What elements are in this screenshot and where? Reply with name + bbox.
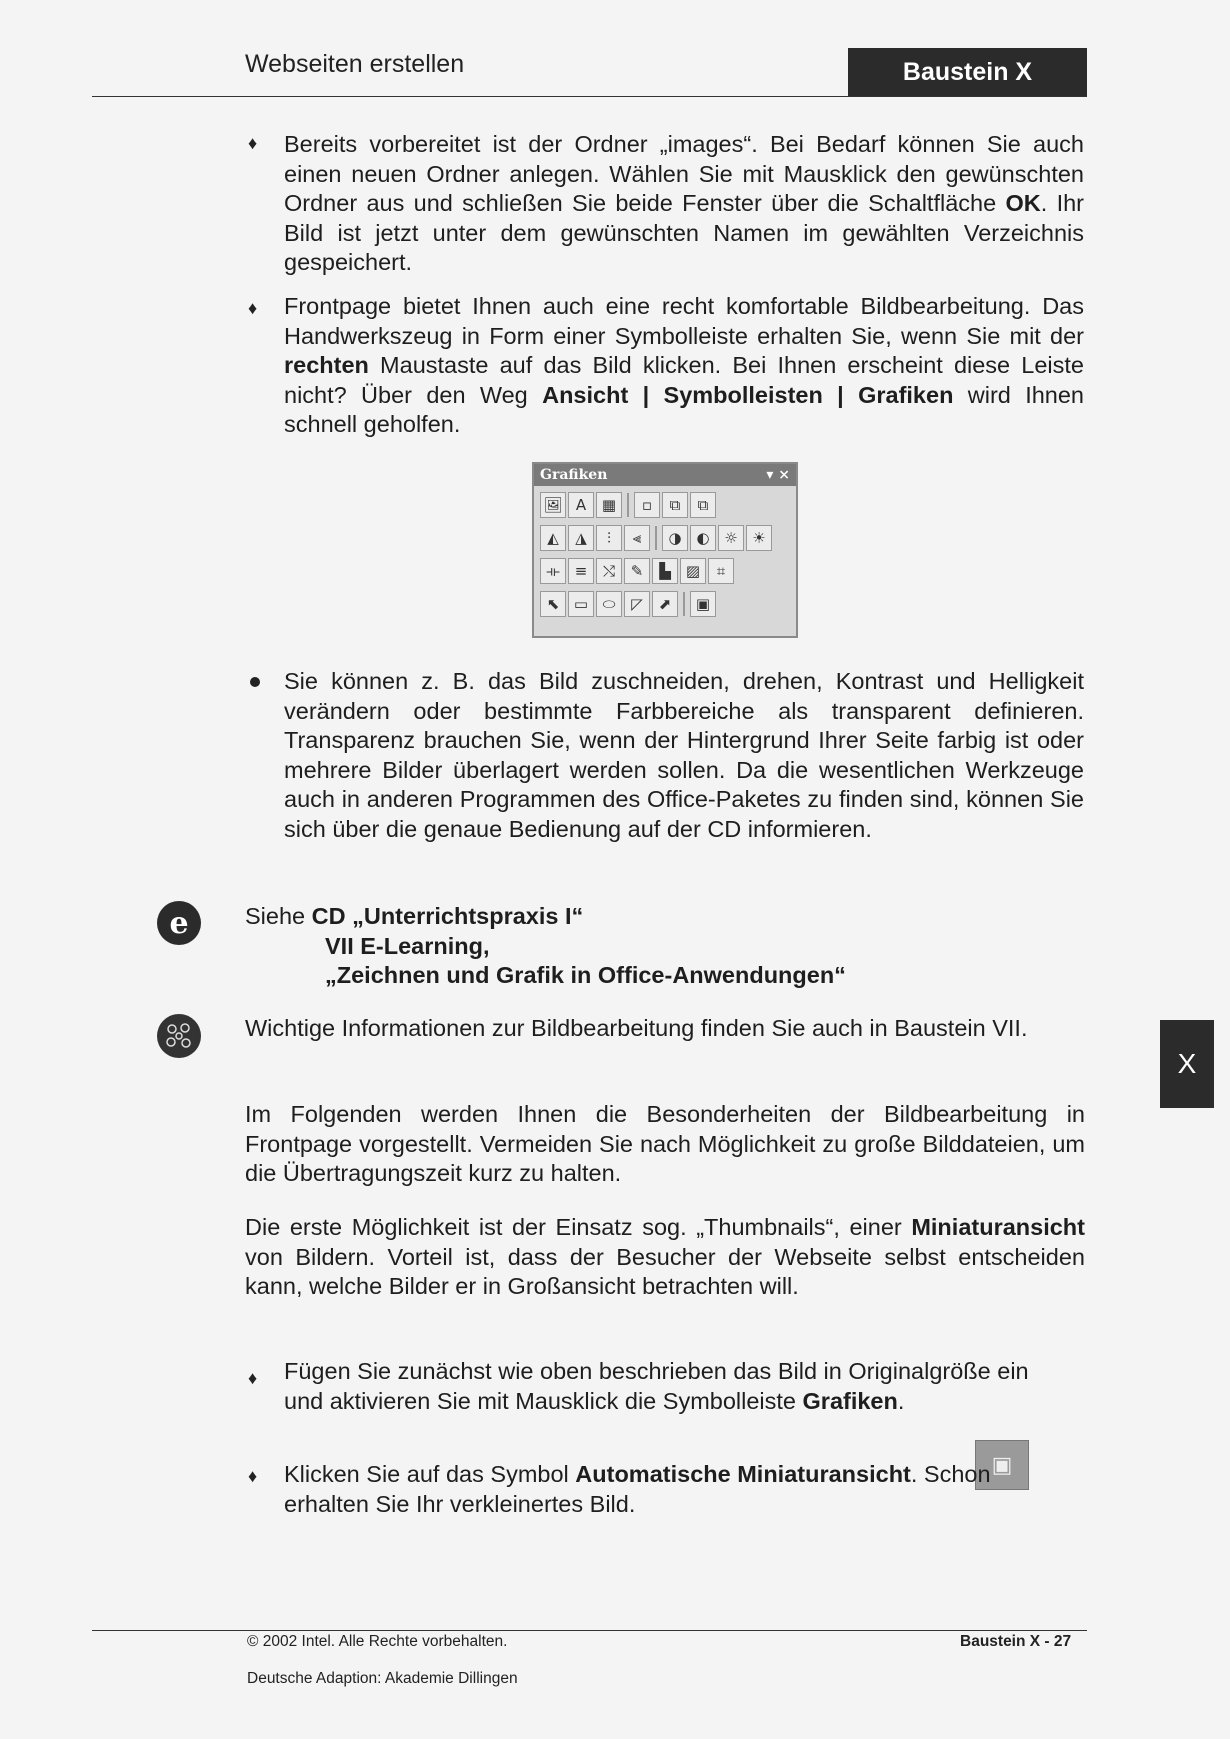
bold-text: VII E-Learning, [325,932,490,959]
toolbar-tool-icon[interactable]: ☀ [746,525,772,551]
toolbar-title: Grafiken [540,467,608,483]
text-span: Bereits vorbereitet ist der Ordner „images“. Bei Bedarf können Sie auch einen neuen Ordner anlegen. Wählen Sie mit Mausklick den gewünschten Ordner aus und schließen Sie beide Fenster über die Schaltfläche [284,131,1084,216]
toolbar-tool-icon[interactable]: ✎ [624,558,650,584]
text-span: Fügen Sie zunächst wie oben beschrieben das Bild in Originalgröße ein und aktivieren Sie mit Mausklick die Symbolleiste [284,1358,1029,1414]
toolbar-tool-icon[interactable]: ▨ [680,558,706,584]
auto-thumbnail-icon: ▣ [975,1440,1029,1490]
toolbar-tool-icon[interactable]: ▭ [568,591,594,617]
text-span: Klicken Sie auf das Symbol [284,1461,576,1487]
bullet-paragraph-3 [284,1357,1044,1416]
text-span: Frontpage bietet Ihnen auch eine recht komfortable Bildbearbeitung. Das Handwerkszeug in Form einer Symbolleiste erhalten Sie, wenn Sie mit der [284,293,1084,349]
text-span: . [897,1387,905,1414]
cd-reference [245,902,1085,991]
header-title: Webseiten erstellen [245,50,465,78]
text-span: . Schon erhalten Sie Ihr verkleinertes Bild. [284,1461,991,1517]
toolbar-tool-icon[interactable]: ◑ [662,525,688,551]
toolbar-tool-icon[interactable]: ▙ [652,558,678,584]
round-bullet-icon [250,677,260,687]
toolbar-tool-icon[interactable]: ▣ [690,591,716,617]
bullet-paragraph-1 [284,130,1084,278]
bold-text: Grafiken [802,1387,898,1414]
toolbar-tool-icon[interactable]: ◮ [568,525,594,551]
paragraph-info: Wichtige Informationen zur Bildbearbeitung finden Sie auch in Baustein VII. [245,1015,1028,1041]
text-span: Siehe [245,903,312,929]
text-span: wird Ihnen schnell geholfen. [284,381,1085,437]
diamond-bullet-icon: ♦ [248,1368,258,1388]
bullet-paragraph-2 [284,292,1084,440]
bold-text: Ansicht | Symbolleisten | Grafiken [542,381,954,408]
bold-text: „Zeichnen und Grafik in Office-Anwendungen“ [325,962,846,988]
toolbar-tool-icon[interactable]: ⌗ [708,558,734,584]
text-span: Die erste Möglichkeit ist der Einsatz sog. „Thumbnails“, einer [245,1214,912,1240]
toolbar-tool-icon[interactable]: ⧉ [690,492,716,518]
toolbar-tool-icon[interactable]: ⤭ [596,558,622,584]
text-span: Maustaste auf das Bild klicken. Bei Ihnen erscheint diese Leiste nicht? Über den Weg [284,352,1084,408]
toolbar-tool-icon[interactable]: ◐ [690,525,716,551]
toolbar-tool-icon[interactable]: ▦ [596,492,622,518]
header-rule [92,96,1087,97]
bullet-paragraph-4 [284,1460,1004,1519]
paragraph-follow: Im Folgenden werden Ihnen die Besonderheiten der Bildbearbeitung in Frontpage vorgestellt. Vermeiden Sie nach Möglichkeit zu große Bilddateien, um die Übertragungszeit kurz zu halten. [245,1101,1085,1186]
grafiken-toolbar [532,462,798,638]
info-network-icon [157,1014,201,1058]
paragraph-thumbnails [245,1213,1085,1302]
toolbar-tool-icon[interactable]: ⬈ [652,591,678,617]
bold-text: rechten [284,352,369,378]
toolbar-tool-icon[interactable]: ≡ [568,558,594,584]
toolbar-tool-icon[interactable]: ▫ [634,492,660,518]
bold-text: Automatische Miniaturansicht [575,1461,911,1487]
paragraph-crop: Sie können z. B. das Bild zuschneiden, drehen, Kontrast und Helligkeit verändern oder bestimmte Farbbereiche als transparent definieren. Transparenz brauchen Sie, wenn der Hintergrund Ihrer Seite farbig ist oder mehrere Bilder überlagert werden sollen. Da die wesentlichen Werkzeuge auch in anderen Programmen des Office-Paketes zu finden sind, können Sie sich über die genaue Bedienung auf der CD informieren. [284,668,1084,842]
bold-text: OK [1005,190,1041,216]
toolbar-tool-icon[interactable]: ⟛ [540,558,566,584]
toolbar-tool-icon[interactable]: ⫶ [596,525,622,551]
text-span: von Bildern. Vorteil ist, dass der Besucher der Webseite selbst entscheiden kann, welche Bilder er in Großansicht betrachten will. [245,1243,1085,1299]
toolbar-tool-icon[interactable]: A [568,492,594,518]
toolbar-tool-icon[interactable]: 🖼 [540,492,566,518]
toolbar-row [534,585,796,618]
diamond-bullet-icon: ♦ [248,133,258,153]
toolbar-tool-icon[interactable]: ⬉ [540,591,566,617]
toolbar-row [534,519,796,552]
toolbar-window-controls[interactable]: ▾ × [766,467,790,483]
toolbar-separator [655,526,657,550]
toolbar-tool-icon[interactable]: ⬭ [596,591,622,617]
footer-rule [92,1630,1087,1631]
toolbar-titlebar [534,464,796,486]
toolbar-tool-icon[interactable]: ☼ [718,525,744,551]
footer-adaption: Deutsche Adaption: Akademie Dillingen [247,1670,518,1687]
toolbar-tool-icon[interactable]: ⧉ [662,492,688,518]
text-span: . Ihr Bild ist jetzt unter dem gewünschten Namen im gewählten Verzeichnis gespeichert. [284,190,1084,275]
bold-text: CD „Unterrichtspraxis I“ [311,903,584,929]
toolbar-separator [683,592,685,616]
e-learning-icon: e [157,901,201,945]
toolbar-separator [627,493,629,517]
diamond-bullet-icon: ♦ [248,298,258,318]
toolbar-row [534,552,796,585]
bold-text: Miniaturansicht [911,1214,1085,1240]
diamond-bullet-icon: ♦ [248,1466,258,1486]
footer-page-number: Baustein X - 27 [960,1633,1072,1650]
toolbar-tool-icon[interactable]: ◭ [540,525,566,551]
toolbar-tool-icon[interactable]: ⫷ [624,525,650,551]
toolbar-tool-icon[interactable]: ◸ [624,591,650,617]
side-tab-marker: X [1160,1020,1214,1108]
footer-copyright: © 2002 Intel. Alle Rechte vorbehalten. [247,1633,508,1650]
header-badge: Baustein X [848,48,1087,96]
toolbar-row [534,486,796,519]
